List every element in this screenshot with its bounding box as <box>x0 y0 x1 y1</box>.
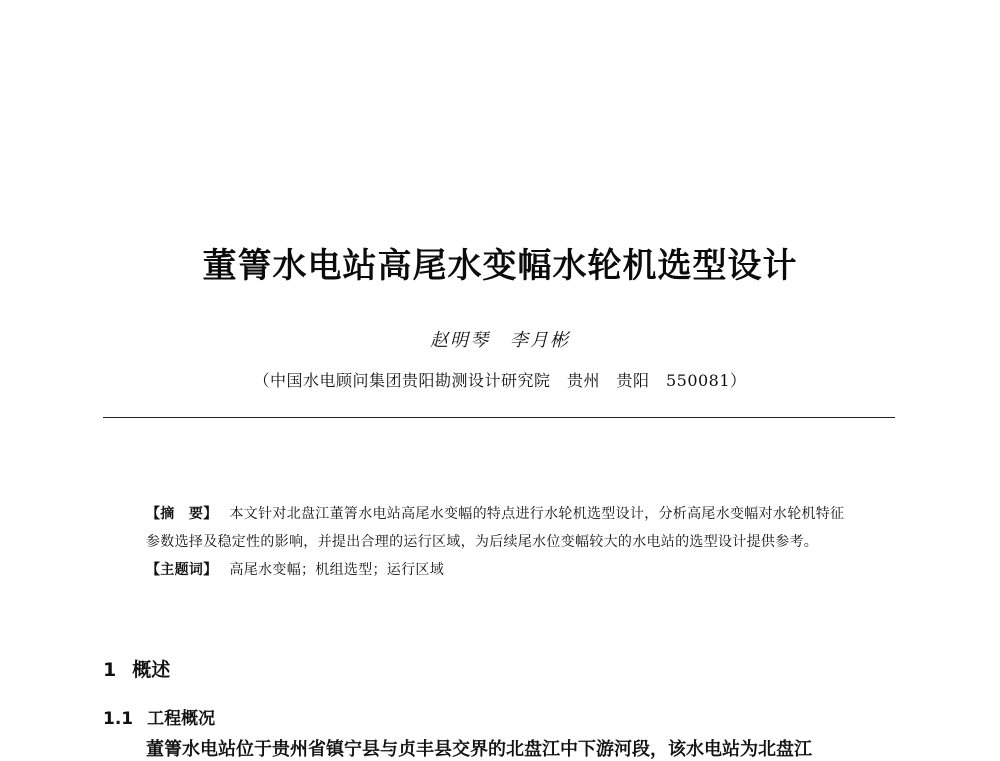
keywords-label: 【主题词】 <box>146 562 218 578</box>
section-title: 概述 <box>132 659 171 681</box>
keywords-text: 高尾水变幅；机组选型；运行区域 <box>229 562 444 578</box>
abstract-label: 【摘 要】 <box>146 506 218 522</box>
paper-authors: 赵明琴 李月彬 <box>430 330 570 351</box>
section-number: 1.1 <box>103 709 134 729</box>
section-title: 工程概况 <box>147 709 216 729</box>
paper-affiliation: （中国水电顾问集团贵阳勘测设计研究院 贵州 贵阳 550081） <box>253 371 747 390</box>
body-paragraph: 董箐水电站位于贵州省镇宁县与贞丰县交界的北盘江中下游河段，该水电站为北盘江 <box>146 739 812 760</box>
abstract-text: 本文针对北盘江董箐水电站高尾水变幅的特点进行水轮机选型设计，分析高尾水变幅对水轮机特征参数选择及稳定性的影响，并提出合理的运行区域，为后续尾水位变幅较大的水电站的选型设计提供参考。 <box>146 506 845 550</box>
header-divider <box>103 417 895 418</box>
abstract-block <box>146 500 856 584</box>
abstract-paragraph <box>146 500 856 556</box>
paper-title: 董箐水电站高尾水变幅水轮机选型设计 <box>202 246 798 286</box>
keywords-paragraph <box>146 556 856 584</box>
section-number: 1 <box>103 659 117 681</box>
section-heading-1 <box>103 655 170 682</box>
section-heading-1-1 <box>103 704 215 729</box>
